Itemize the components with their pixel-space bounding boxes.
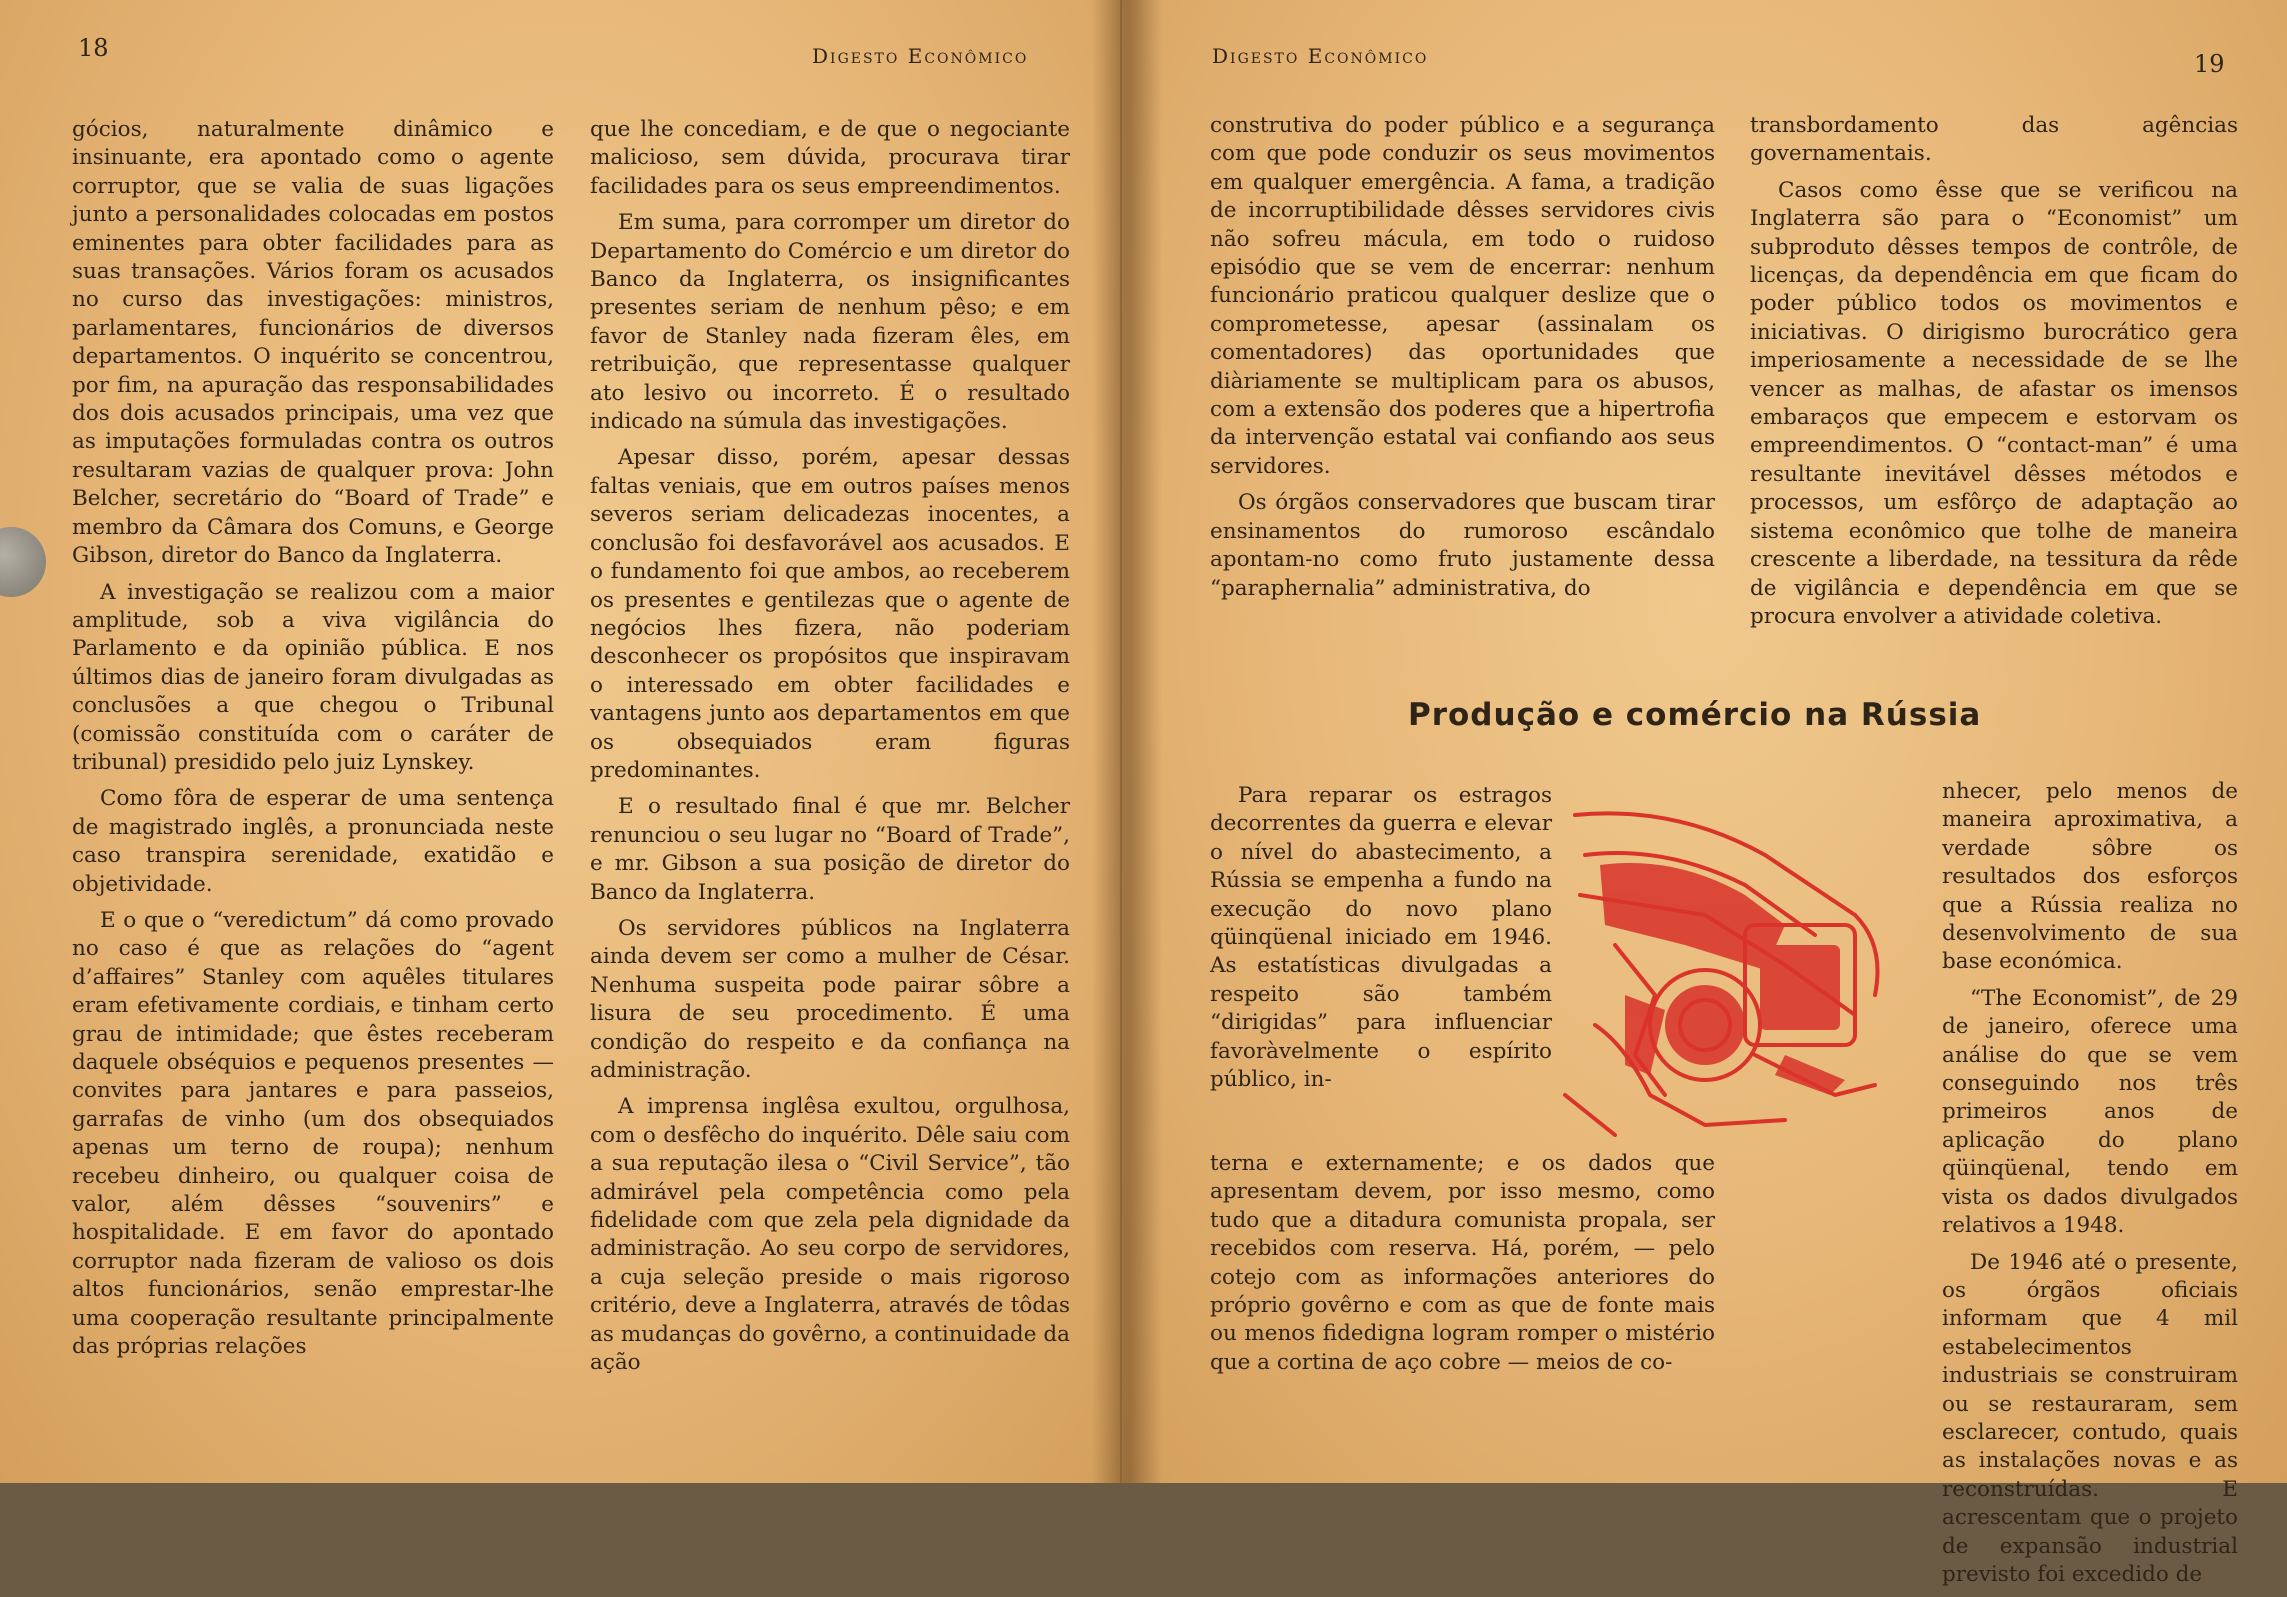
page-number-right: 19	[2194, 50, 2225, 78]
paragraph: Como fôra de esperar de uma sentença de magistrado inglês, a pronunciada neste caso transpira serenidade, exatidão e objetividade.	[72, 786, 554, 897]
right-column-1-top	[1210, 112, 1715, 611]
paragraph: que lhe concediam, e de que o negociante malicioso, sem dúvida, procurava tirar facilidades para os seus empreendimentos.	[590, 117, 1070, 199]
paragraph: A imprensa inglêsa exultou, orgulhosa, com o desfêcho do inquérito. Dêle saiu com a sua reputação ilesa o “Civil Service”, tão admirável pela competência como pela fidelidade com que zela pela dignidade da administração. Ao seu corpo de servidores, a cuja seleção preside o mais rigoroso critério, deve a Inglaterra, através de tôdas as mudanças do govêrno, a continuidade da ação	[590, 1094, 1070, 1376]
running-head-left: Digesto Econômico	[812, 44, 1029, 68]
running-head-right: Digesto Econômico	[1212, 44, 1429, 68]
left-column-2	[590, 116, 1070, 1385]
paragraph: Em suma, para corromper um diretor do Departamento do Comércio e um diretor do Banco da Inglaterra, os insignificantes presentes seriam de nenhum pêso; e em favor de Stanley nada fizeram êles, em retribuição, que representasse qualquer ato lesivo ou incorreto. É o resultado indicado na súmula das investigações.	[590, 210, 1070, 435]
paragraph: construtiva do poder público e a segurança com que pode conduzir os seus movimentos em qualquer emergência. A fama, a tradição de incorruptibilidade dêsses servidores civis não sofreu mácula, em todo o ruidoso episódio que se vem de encerrar: nenhum funcionário praticou qualquer deslize que o comprometesse, apesar (assinalam os comentadores) das oportunidades que diàriamente se multiplicam para os abusos, com a extensão dos poderes que a hipertrofia da intervenção estatal vai confiando aos seus servidores.	[1210, 113, 1715, 479]
left-column-1	[72, 116, 554, 1369]
paragraph: E o resultado final é que mr. Belcher renunciou o seu lugar no “Board of Trade”, e mr. Gibson a sua posição de diretor do Banco da Inglaterra.	[590, 794, 1070, 905]
right-page	[1122, 0, 2287, 1587]
right-column-1-wrap	[1210, 782, 1552, 1102]
paragraph: A investigação se realizou com a maior amplitude, sob a viva vigilância do Parlamento e da opinião pública. E nos últimos dias de janeiro foram divulgadas as conclusões a que chegou o Tribunal (comissão constituída com o caráter de tribunal) presidido pelo juiz Lynskey.	[72, 579, 554, 775]
paragraph: nhecer, pelo menos de maneira aproximativa, a verdade sôbre os resultados dos esforços que a Rússia realiza no desenvolvimento de sua base económica.	[1942, 779, 2238, 975]
paragraph: transbordamento das agências governamentais.	[1750, 113, 2238, 167]
right-column-2-bottom	[1942, 778, 2238, 1597]
paragraph: E o que o “veredictum” dá como provado no caso é que as relações do “agent d’affaires” Stanley com aquêles titulares eram efetivamente cordiais, e tinham certo grau de intimidade; que êstes receberam daquele obséquios e pequenos presentes — convites para jantares e para passeios, garrafas de vinho (um dos obsequiados apenas um terno de roupa); nenhum recebeu dinheiro, ou qualquer coisa de valor, além dêsses “souvenirs” e hospitalidade. E em favor do apontado corruptor nada fizeram de valioso os dois altos funcionários, senão emprestar-lhe uma cooperação resultante principalmente das próprias relações	[72, 907, 554, 1360]
paragraph: Para reparar os estragos decorrentes da guerra e elevar o nível do abastecimento, a Rússia se empenha a fundo na execução do novo plano qüinqüenal iniciado em 1946. As estatísticas divulgadas a respeito são também “dirigidas” para influenciar favoràvelmente o espírito público, in-	[1210, 783, 1552, 1093]
right-column-2-top	[1750, 112, 2238, 639]
paragraph: “The Economist”, de 29 de janeiro, oferece uma análise do que se vem conseguindo nos três primeiros anos de aplicação do plano qüinqüenal, tendo em vista os dados divulgados relativos a 1948.	[1942, 985, 2238, 1239]
paragraph: Casos como êsse que se verificou na Inglaterra são para o “Economist” um subproduto dêsses tempos de contrôle, de licenças, da dependência em que ficam do poder público todos os movimentos e iniciativas. O dirigismo burocrático gera imperiosamente a necessidade de se lhe vencer as malhas, de afastar os imensos embaraços que empecem e estorvam os empreendimentos. O “contact-man” é uma resultante inevitável dêsses métodos e processos, um esfôrço de adaptação ao sistema econômico que tolhe de maneira crescente a liberdade, na tessitura da rêde de vigilância e dependência em que se procura envolver a atividade coletiva.	[1750, 177, 2238, 629]
article-headline: Produção e comércio na Rússia	[1408, 697, 1982, 733]
left-page	[0, 0, 1122, 1483]
paragraph: terna e externamente; e os dados que apresentam devem, por isso mesmo, como tudo que a ditadura comunista propala, ser recebidos com reserva. Há, porém, — pelo cotejo com as informações anteriores do próprio govêrno e com as que de fonte mais ou menos fidedigna logram romper o mistério que a cortina de aço cobre — meios de co-	[1210, 1151, 1715, 1375]
book-gutter	[1092, 0, 1162, 1483]
tractor-mechanic-illustration	[1555, 795, 1900, 1140]
paragraph: gócios, naturalmente dinâmico e insinuante, era apontado como o agente corruptor, que se valia de suas ligações junto a personalidades colocadas em postos eminentes para obter facilidades para as suas transações. Vários foram os acusados no curso das investigações: ministros, parlamentares, funcionários de diversos departamentos. O inquérito se concentrou, por fim, na apuração das responsabilidades dos dois acusados principais, uma vez que as imputações formuladas contra os outros resultaram vazias de qualquer prova: John Belcher, secretário do “Board of Trade” e membro da Câmara dos Comuns, e George Gibson, diretor do Banco da Inglaterra.	[72, 117, 554, 569]
paragraph: Os servidores públicos na Inglaterra ainda devem ser como a mulher de César. Nenhuma suspeita pode pairar sôbre a lisura de seu procedimento. É uma condição do respeito e da confiança na administração.	[590, 915, 1070, 1083]
paragraph: De 1946 até o presente, os órgãos oficiais informam que 4 mil estabelecimentos industriais se construiram ou se restauraram, sem esclarecer, contudo, quais as instalações novas e as reconstruídas. E acrescentam que o projeto de expansão industrial previsto foi excedido de	[1942, 1249, 2238, 1587]
right-column-1-bottom	[1210, 1150, 1715, 1385]
page-number-left: 18	[78, 34, 109, 62]
binder-clip	[0, 527, 46, 597]
paragraph: Os órgãos conservadores que buscam tirar ensinamentos do rumoroso escândalo apontam-no como fruto justamente dessa “paraphernalia” administrativa, do	[1210, 490, 1715, 601]
paragraph: Apesar disso, porém, apesar dessas faltas veniais, que em outros países menos severos seriam delicadezas inocentes, a conclusão foi desfavorável aos acusados. E o fundamento foi que ambos, ao receberem os presentes e gentilezas que o agente de negócios lhes fizera, não poderiam desconhecer os propósitos que inspiravam o interessado em obter facilidades e vantagens junto aos departamentos em que os obsequiados eram figuras predominantes.	[590, 445, 1070, 783]
